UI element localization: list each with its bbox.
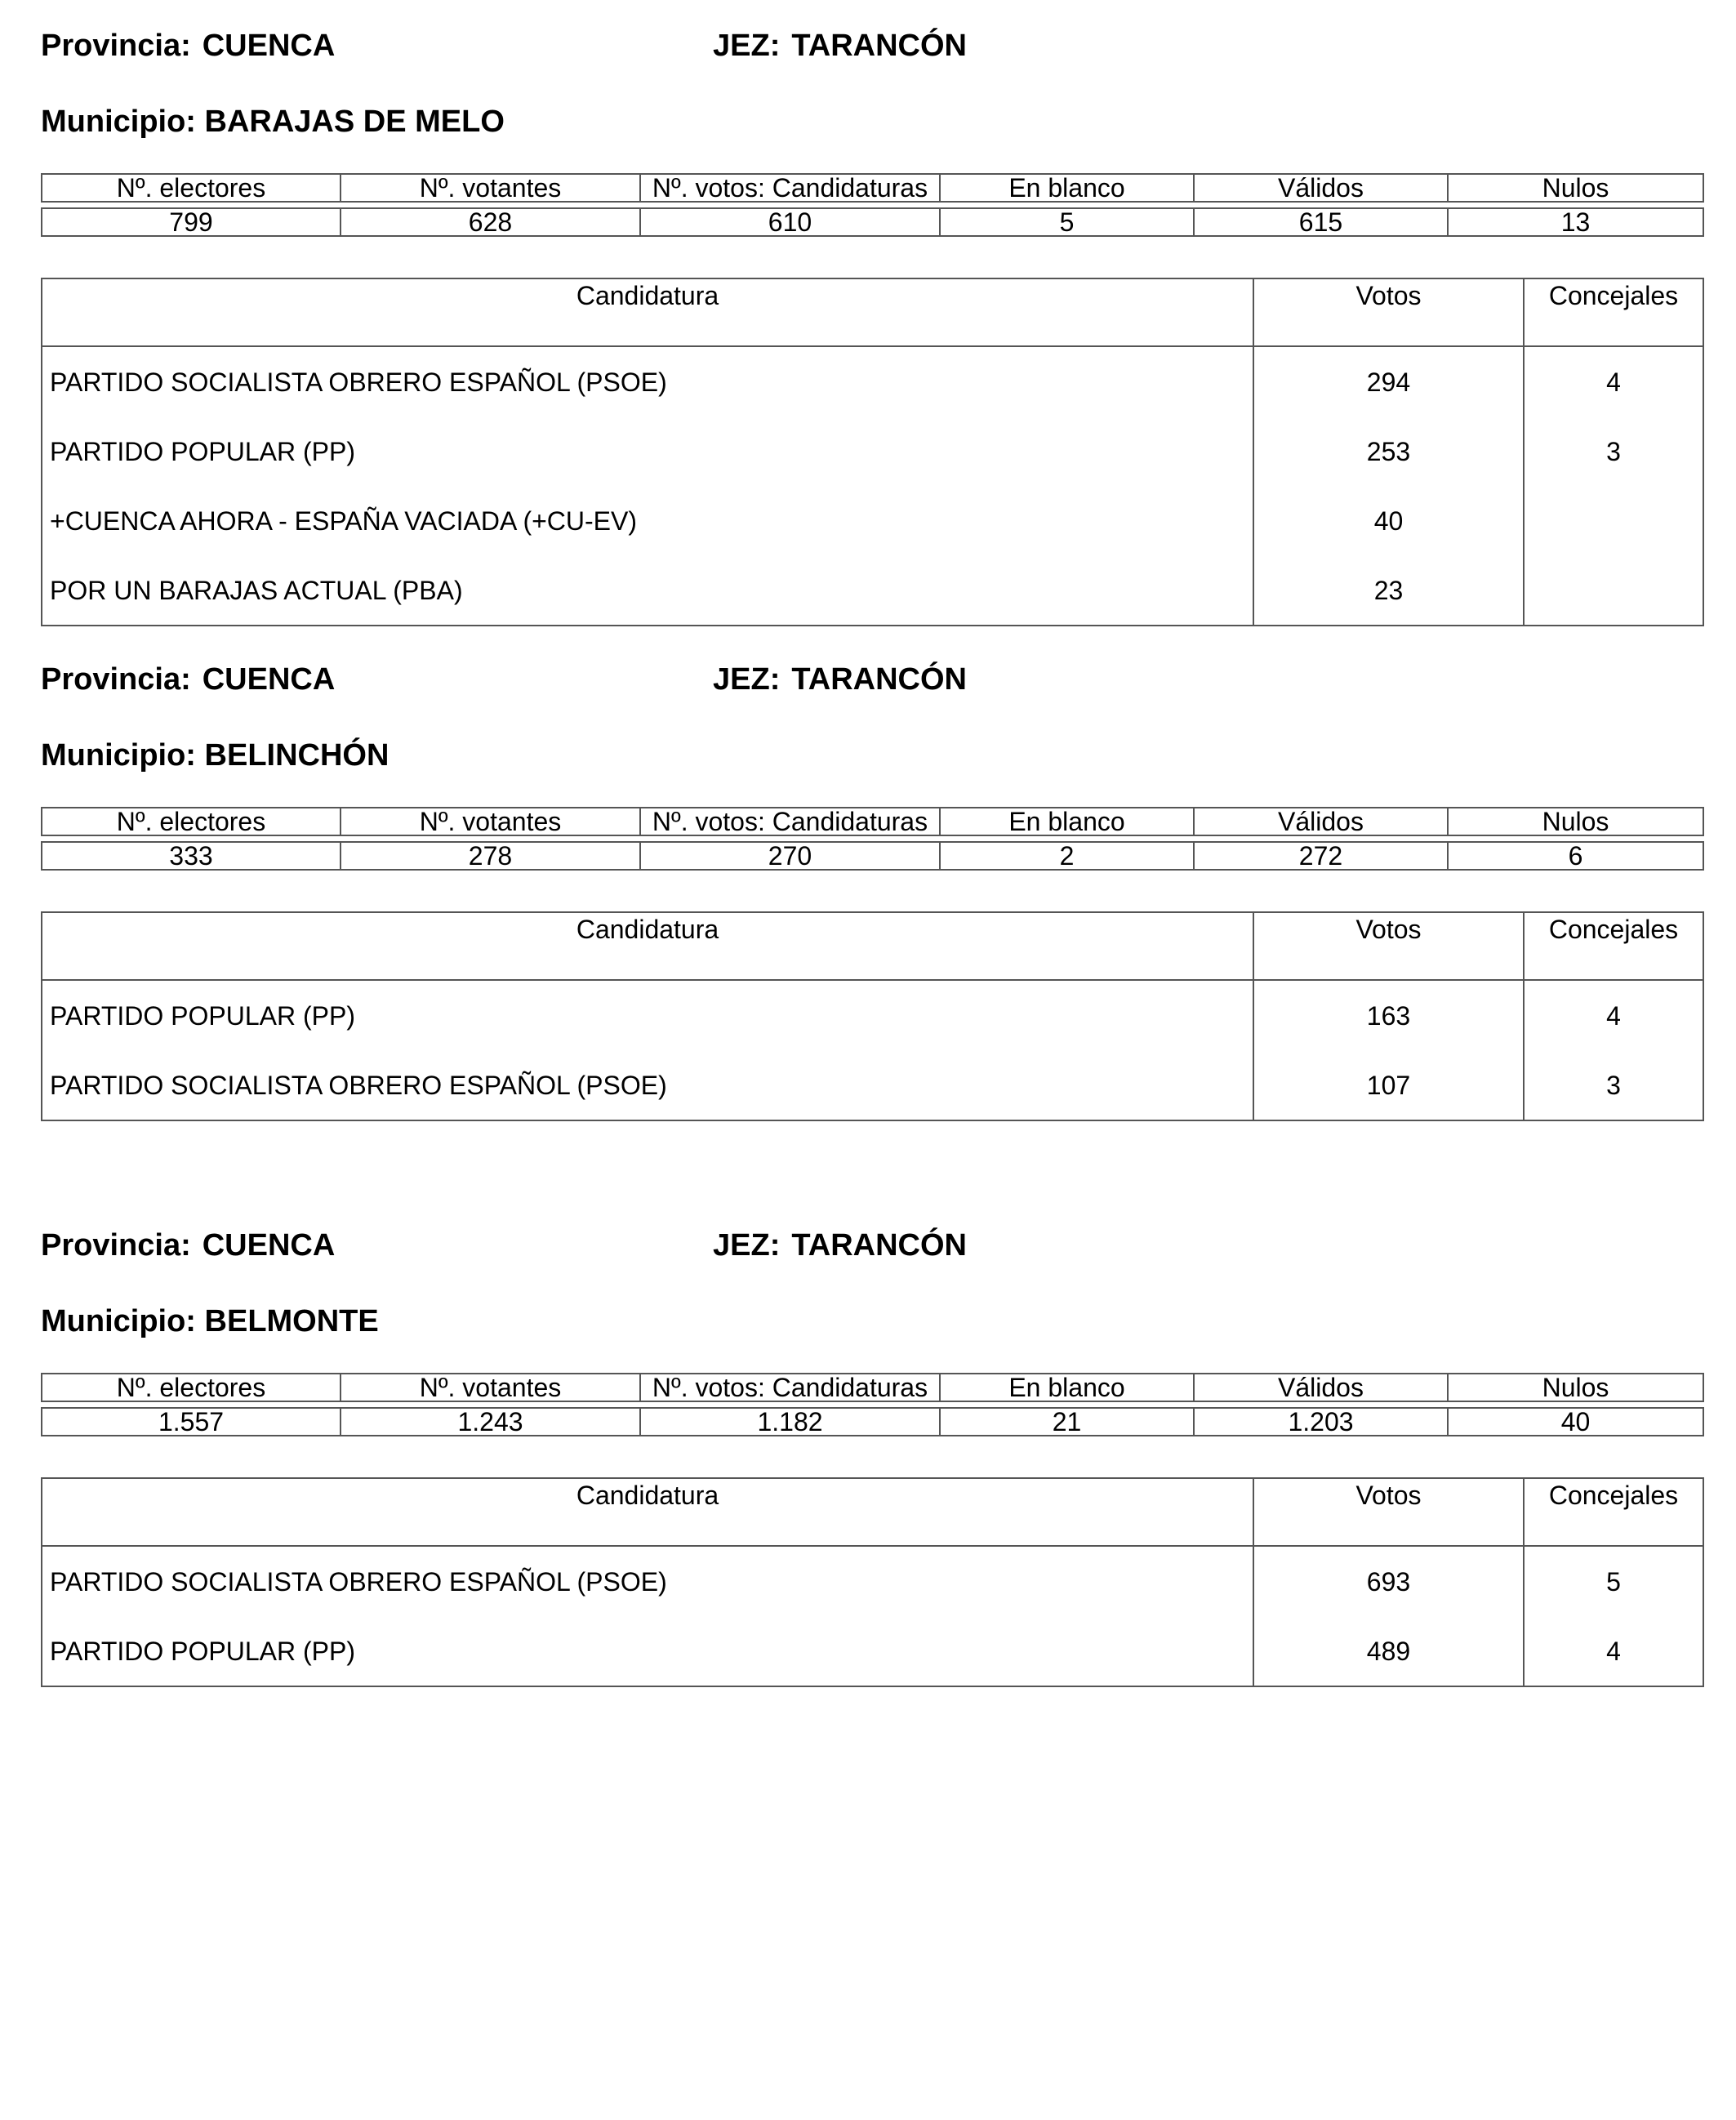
summary-header-cell: Nº. votantes xyxy=(341,808,640,835)
summary-value-cell: 270 xyxy=(640,842,940,870)
summary-header-cell: En blanco xyxy=(940,808,1194,835)
summary-header-cell: Nº. votantes xyxy=(341,1374,640,1401)
summary-table xyxy=(41,1373,1704,1436)
candidate-row xyxy=(42,486,1703,555)
candidatura-table xyxy=(41,1477,1704,1687)
candidate-votos: 489 xyxy=(1253,1616,1524,1686)
summary-header-cell: Nº. electores xyxy=(42,1374,341,1401)
candidate-concejales: 3 xyxy=(1606,1070,1621,1100)
summary-header-row xyxy=(42,174,1703,202)
summary-header-cell: Nº. votantes xyxy=(341,174,640,202)
municipio-header xyxy=(41,103,505,140)
candidate-row xyxy=(42,346,1703,416)
candidatura-table xyxy=(41,278,1704,626)
summary-value-cell: 1.203 xyxy=(1194,1408,1448,1436)
summary-value-cell: 6 xyxy=(1448,842,1703,870)
candidate-votos: 253 xyxy=(1253,416,1524,486)
summary-value-cell: 333 xyxy=(42,842,341,870)
jez-label: JEZ: xyxy=(713,662,781,697)
municipio-value: BARAJAS DE MELO xyxy=(204,105,505,139)
summary-header-cell: Nulos xyxy=(1448,1374,1703,1401)
provincia-header xyxy=(41,27,335,65)
candidate-concejales: 5 xyxy=(1606,1566,1621,1597)
summary-gap xyxy=(42,835,1703,842)
summary-header-cell: Nulos xyxy=(1448,174,1703,202)
municipio-label: Municipio: xyxy=(41,105,196,139)
summary-value-cell: 2 xyxy=(940,842,1194,870)
summary-value-cell: 21 xyxy=(940,1408,1194,1436)
concejales-header: Concejales xyxy=(1524,912,1703,980)
jez-value: TARANCÓN xyxy=(791,662,967,697)
candidate-votos: 163 xyxy=(1253,980,1524,1050)
candidate-concejales: 3 xyxy=(1606,436,1621,466)
municipio-value: BELMONTE xyxy=(204,1304,379,1338)
provincia-value: CUENCA xyxy=(202,1228,336,1263)
jez-header xyxy=(713,27,967,65)
candidate-name: PARTIDO SOCIALISTA OBRERO ESPAÑOL (PSOE) xyxy=(42,1546,1253,1616)
candidate-votos: 107 xyxy=(1253,1050,1524,1120)
provincia-value: CUENCA xyxy=(202,662,336,697)
candidate-concejales xyxy=(1524,486,1703,555)
candidate-row xyxy=(42,980,1703,1050)
votos-header: Votos xyxy=(1253,1478,1524,1546)
summary-value-cell: 40 xyxy=(1448,1408,1703,1436)
provincia-label: Provincia: xyxy=(41,29,191,63)
summary-value-row xyxy=(42,208,1703,236)
summary-value-cell: 610 xyxy=(640,208,940,236)
candidatura-header-row xyxy=(42,278,1703,346)
summary-value-cell: 5 xyxy=(940,208,1194,236)
candidate-votos: 23 xyxy=(1253,555,1524,626)
provincia-header xyxy=(41,661,335,698)
provincia-value: CUENCA xyxy=(202,29,336,63)
summary-value-cell: 615 xyxy=(1194,208,1448,236)
summary-header-cell: Nulos xyxy=(1448,808,1703,835)
summary-value-cell: 1.557 xyxy=(42,1408,341,1436)
jez-header xyxy=(713,1227,967,1264)
candidatura-header-row xyxy=(42,912,1703,980)
votos-header: Votos xyxy=(1253,278,1524,346)
candidatura-header: Candidatura xyxy=(42,1478,1253,1546)
candidate-row xyxy=(42,1050,1703,1120)
candidate-row xyxy=(42,416,1703,486)
candidate-name: POR UN BARAJAS ACTUAL (PBA) xyxy=(42,555,1253,626)
summary-header-cell: Nº. votos: Candidaturas xyxy=(640,1374,940,1401)
summary-value-cell: 278 xyxy=(341,842,640,870)
candidate-name: PARTIDO SOCIALISTA OBRERO ESPAÑOL (PSOE) xyxy=(42,1050,1253,1120)
provincia-header xyxy=(41,1227,335,1264)
candidate-name: PARTIDO POPULAR (PP) xyxy=(42,416,1253,486)
summary-header-cell: Nº. votos: Candidaturas xyxy=(640,174,940,202)
candidate-concejales: 4 xyxy=(1606,367,1621,397)
summary-gap xyxy=(42,1401,1703,1408)
candidate-name: PARTIDO POPULAR (PP) xyxy=(42,1616,1253,1686)
summary-header-cell: Válidos xyxy=(1194,808,1448,835)
summary-header-row xyxy=(42,1374,1703,1401)
municipio-value: BELINCHÓN xyxy=(204,738,389,773)
candidate-concejales: 4 xyxy=(1606,1636,1621,1666)
candidate-name: +CUENCA AHORA - ESPAÑA VACIADA (+CU-EV) xyxy=(42,486,1253,555)
jez-value: TARANCÓN xyxy=(791,29,967,63)
municipio-section xyxy=(41,0,1703,621)
municipio-header xyxy=(41,737,389,774)
candidatura-header: Candidatura xyxy=(42,912,1253,980)
summary-header-cell: Válidos xyxy=(1194,174,1448,202)
summary-header-cell: En blanco xyxy=(940,1374,1194,1401)
summary-value-cell: 13 xyxy=(1448,208,1703,236)
summary-value-cell: 1.243 xyxy=(341,1408,640,1436)
candidatura-table xyxy=(41,911,1704,1121)
provincia-label: Provincia: xyxy=(41,662,191,697)
jez-label: JEZ: xyxy=(713,29,781,63)
municipio-section xyxy=(41,1200,1703,1706)
candidatura-header-row xyxy=(42,1478,1703,1546)
candidate-votos: 40 xyxy=(1253,486,1524,555)
municipio-header xyxy=(41,1303,379,1340)
candidatura-header: Candidatura xyxy=(42,278,1253,346)
candidate-row xyxy=(42,1546,1703,1616)
summary-header-cell: Nº. votos: Candidaturas xyxy=(640,808,940,835)
summary-value-row xyxy=(42,842,1703,870)
municipio-label: Municipio: xyxy=(41,1304,196,1338)
candidate-row xyxy=(42,1616,1703,1686)
summary-value-cell: 1.182 xyxy=(640,1408,940,1436)
concejales-header: Concejales xyxy=(1524,1478,1703,1546)
candidate-row xyxy=(42,555,1703,626)
candidate-votos: 294 xyxy=(1253,346,1524,416)
summary-header-row xyxy=(42,808,1703,835)
candidate-concejales: 4 xyxy=(1606,1000,1621,1031)
summary-table xyxy=(41,173,1704,237)
candidate-name: PARTIDO SOCIALISTA OBRERO ESPAÑOL (PSOE) xyxy=(42,346,1253,416)
municipio-label: Municipio: xyxy=(41,738,196,773)
jez-value: TARANCÓN xyxy=(791,1228,967,1263)
summary-value-cell: 799 xyxy=(42,208,341,236)
jez-header xyxy=(713,661,967,698)
municipio-section xyxy=(41,634,1703,1140)
summary-value-row xyxy=(42,1408,1703,1436)
concejales-header: Concejales xyxy=(1524,278,1703,346)
summary-table xyxy=(41,807,1704,871)
candidate-votos: 693 xyxy=(1253,1546,1524,1616)
summary-header-cell: En blanco xyxy=(940,174,1194,202)
summary-header-cell: Válidos xyxy=(1194,1374,1448,1401)
summary-value-cell: 272 xyxy=(1194,842,1448,870)
votos-header: Votos xyxy=(1253,912,1524,980)
summary-gap xyxy=(42,202,1703,208)
summary-header-cell: Nº. electores xyxy=(42,174,341,202)
provincia-label: Provincia: xyxy=(41,1228,191,1263)
jez-label: JEZ: xyxy=(713,1228,781,1263)
candidate-name: PARTIDO POPULAR (PP) xyxy=(42,980,1253,1050)
summary-header-cell: Nº. electores xyxy=(42,808,341,835)
summary-value-cell: 628 xyxy=(341,208,640,236)
candidate-concejales xyxy=(1524,555,1703,626)
